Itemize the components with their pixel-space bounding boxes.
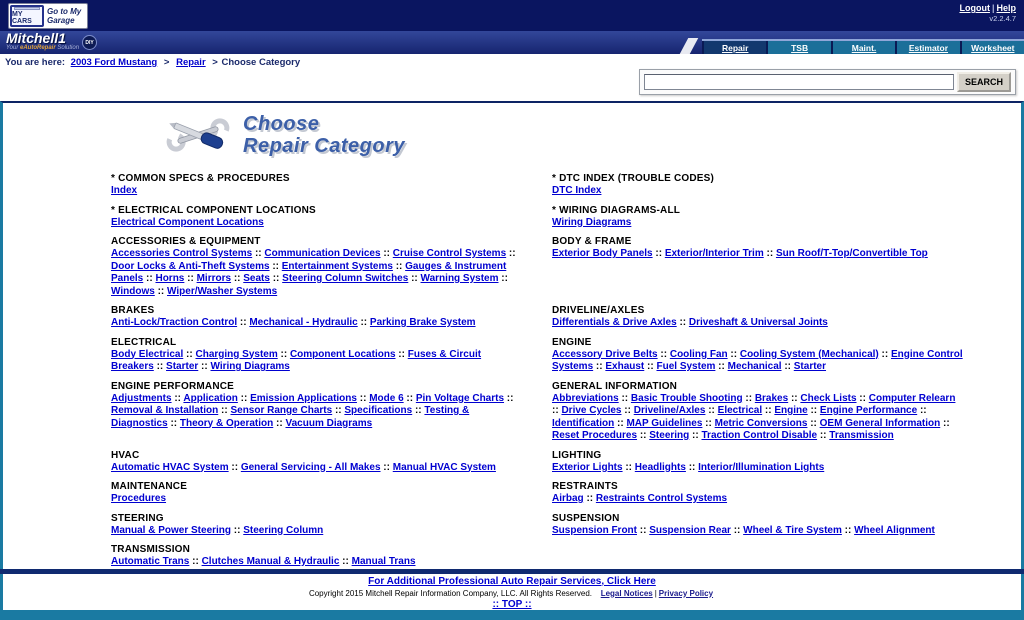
- category-link[interactable]: Theory & Operation: [179, 417, 274, 429]
- link-separator: ::: [940, 417, 950, 429]
- category-link[interactable]: Differentials & Drive Axles: [552, 317, 677, 328]
- category-title: BODY & FRAME: [552, 236, 632, 247]
- category-link[interactable]: Fuel System: [656, 361, 716, 372]
- link-divider: |: [991, 3, 995, 13]
- link-separator: ::: [269, 260, 282, 272]
- tagline-em: eAutoRepair: [20, 44, 56, 51]
- category-section: [552, 513, 963, 538]
- category-title: * COMMON SPECS & PROCEDURES: [111, 173, 290, 184]
- link-separator: ::: [198, 361, 211, 372]
- category-links: [111, 393, 522, 431]
- category-link[interactable]: Specifications: [344, 405, 413, 416]
- link-separator: ::: [637, 430, 650, 441]
- link-separator: ::: [742, 392, 755, 404]
- category-link[interactable]: Charging System: [195, 348, 278, 360]
- link-separator: ::: [231, 524, 244, 536]
- link-separator: ::: [498, 273, 508, 284]
- category-link[interactable]: Accessory Drive Belts: [552, 348, 658, 360]
- category-link[interactable]: Component Locations: [289, 348, 396, 360]
- category-title: BRAKES: [111, 305, 155, 316]
- mitchell1-logo: [6, 29, 97, 53]
- category-section: [111, 173, 522, 198]
- category-link[interactable]: Emission Applications: [250, 392, 357, 404]
- category-section: [552, 173, 963, 198]
- category-title: ACCESSORIES & EQUIPMENT: [111, 236, 261, 247]
- link-separator: ::: [689, 430, 702, 441]
- category-link[interactable]: Identification: [552, 417, 615, 429]
- link-separator: ::: [593, 361, 606, 372]
- category-link[interactable]: Cruise Control Systems: [392, 248, 507, 259]
- privacy-policy-link[interactable]: Privacy Policy: [658, 588, 714, 598]
- category-link[interactable]: Manual & Power Steering: [111, 524, 232, 536]
- version-label: v2.2.4.7: [989, 14, 1016, 23]
- link-separator: ::: [685, 461, 699, 473]
- category-links: [111, 349, 522, 374]
- category-link[interactable]: Steering: [649, 430, 690, 441]
- category-title: STEERING: [111, 512, 164, 524]
- link-separator: ::: [408, 273, 421, 284]
- category-link[interactable]: Metric Conversions: [714, 417, 808, 429]
- link-separator: ::: [705, 405, 718, 416]
- breadcrumb-prefix: You are here:: [5, 57, 66, 68]
- link-separator: ::: [273, 417, 286, 429]
- crossed-tools-icon: [163, 111, 233, 159]
- category-section: [111, 513, 522, 538]
- category-link[interactable]: DTC Index: [552, 185, 602, 196]
- category-link[interactable]: MAP Guidelines: [626, 417, 703, 429]
- category-title: * ELECTRICAL COMPONENT LOCATIONS: [111, 204, 316, 216]
- link-separator: ::: [218, 405, 231, 416]
- category-link[interactable]: Airbag: [552, 493, 584, 504]
- category-section: [552, 337, 963, 374]
- category-link[interactable]: Wheel & Tire System: [743, 524, 842, 536]
- category-section: [111, 381, 522, 443]
- search-button[interactable]: SEARCH: [957, 72, 1011, 92]
- link-separator: ::: [807, 417, 820, 429]
- category-link[interactable]: Reset Procedures: [552, 430, 638, 441]
- category-link[interactable]: Application: [183, 392, 238, 404]
- category-link[interactable]: Drive Cycles: [561, 405, 622, 416]
- link-separator: ::: [917, 405, 927, 416]
- link-separator: ::: [618, 392, 631, 404]
- top-bar: [0, 0, 1024, 31]
- category-link[interactable]: Restraints Control Systems: [595, 493, 728, 504]
- category-grid: [3, 165, 1021, 569]
- category-links: [111, 248, 522, 298]
- header-zone: [0, 54, 1024, 101]
- category-title: GENERAL INFORMATION: [552, 380, 678, 392]
- category-link[interactable]: Mode 6: [369, 392, 404, 404]
- category-link[interactable]: Electrical Component Locations: [111, 216, 264, 228]
- link-separator: ::: [154, 285, 168, 297]
- category-link[interactable]: Communication Devices: [264, 248, 381, 259]
- category-section: [111, 337, 522, 374]
- link-separator: ::: [228, 461, 241, 473]
- category-link[interactable]: Cooling System (Mechanical): [739, 348, 879, 360]
- category-links: [552, 317, 963, 330]
- link-separator: ::: [652, 248, 665, 259]
- link-separator: ::: [380, 461, 393, 473]
- link-separator: ::: [183, 348, 196, 360]
- category-title: LIGHTING: [552, 449, 602, 461]
- tab-estimator[interactable]: Estimator: [895, 41, 959, 54]
- link-separator: ::: [412, 405, 425, 416]
- category-link[interactable]: Interior/Illumination Lights: [698, 461, 825, 473]
- link-separator: ::: [506, 248, 516, 259]
- category-link[interactable]: Suspension Front: [552, 524, 637, 536]
- category-section: [111, 481, 522, 506]
- link-separator: ::: [357, 317, 370, 328]
- category-link[interactable]: Exterior Body Panels: [552, 248, 653, 259]
- category-links: [552, 185, 963, 198]
- link-separator: ::: [184, 273, 197, 284]
- category-title: ENGINE: [552, 336, 592, 348]
- link-separator: ::: [657, 348, 670, 360]
- link-separator: ::: [277, 348, 290, 360]
- link-separator: ::: [171, 392, 184, 404]
- category-link[interactable]: Manual HVAC System: [392, 461, 496, 473]
- link-separator: ::: [730, 524, 744, 536]
- search-panel: [639, 69, 1016, 95]
- search-input[interactable]: [644, 74, 954, 90]
- category-link[interactable]: Engine: [774, 405, 808, 416]
- link-separator: ::: [356, 392, 370, 404]
- breadcrumb: [0, 54, 1024, 68]
- category-link[interactable]: Wiring Diagrams: [552, 216, 632, 228]
- category-link[interactable]: Entertainment Systems: [281, 260, 393, 272]
- category-link[interactable]: Adjustments: [111, 392, 172, 404]
- link-separator: ::: [269, 273, 283, 284]
- category-link[interactable]: Cooling Fan: [669, 348, 728, 360]
- category-title: RESTRAINTS: [552, 481, 618, 492]
- category-links: [552, 393, 963, 443]
- category-link[interactable]: Horns: [155, 273, 185, 284]
- link-separator: ::: [841, 524, 855, 536]
- category-link[interactable]: Sensor Range Charts: [230, 405, 333, 416]
- link-separator: ::: [788, 392, 801, 404]
- link-separator: ::: [237, 317, 250, 328]
- category-link[interactable]: Check Lists: [800, 392, 857, 404]
- category-link[interactable]: Electrical: [717, 405, 763, 416]
- diagonal-slash-decoration: [680, 38, 699, 54]
- category-link[interactable]: Door Locks & Anti-Theft Systems: [111, 260, 270, 272]
- category-link[interactable]: Mechanical: [727, 361, 782, 372]
- category-link[interactable]: Wheel Alignment: [854, 524, 935, 536]
- link-separator: ::: [252, 248, 265, 259]
- category-link[interactable]: Mechanical - Hydraulic: [249, 317, 358, 328]
- category-section: [111, 450, 522, 475]
- page-heading: [163, 111, 1021, 159]
- tab-repair[interactable]: Repair: [702, 41, 766, 54]
- category-link[interactable]: Warning System: [420, 273, 499, 284]
- category-link[interactable]: Index: [111, 185, 138, 196]
- link-separator: ::: [621, 405, 634, 416]
- category-section: [552, 450, 963, 475]
- plate-band: [14, 7, 40, 10]
- link-separator: ::: [817, 430, 830, 441]
- category-link[interactable]: Removal & Installation: [111, 405, 219, 416]
- category-link[interactable]: Driveshaft & Universal Joints: [688, 317, 828, 328]
- category-link[interactable]: Headlights: [634, 461, 686, 473]
- category-link[interactable]: Anti-Lock/Traction Control: [111, 317, 238, 328]
- logout-link[interactable]: Logout: [959, 3, 990, 13]
- link-separator: ::: [504, 392, 514, 404]
- link-separator: ::: [231, 273, 244, 284]
- logo-name: Mitchell1: [6, 29, 66, 46]
- link-separator: ::: [763, 248, 776, 259]
- category-link[interactable]: Testing & Diagnostics: [111, 405, 470, 429]
- category-link[interactable]: Starter: [793, 361, 827, 372]
- category-link[interactable]: Manual Trans: [351, 556, 416, 567]
- logo-bar: [0, 31, 1024, 54]
- category-title: DRIVELINE/AXLES: [552, 305, 645, 316]
- link-separator: ::: [403, 392, 416, 404]
- category-link[interactable]: Engine Performance: [819, 405, 918, 416]
- breadcrumb-separator: >: [212, 57, 218, 68]
- main-content: [0, 101, 1024, 569]
- go-to-my-garage-button[interactable]: [8, 3, 88, 29]
- category-section: [111, 205, 522, 230]
- category-title: SUSPENSION: [552, 512, 620, 524]
- tagline-pre: Your: [6, 44, 19, 51]
- category-link[interactable]: General Servicing - All Makes: [240, 461, 381, 473]
- footer-link-divider: |: [654, 588, 657, 598]
- category-link[interactable]: Exterior/Interior Trim: [664, 248, 764, 259]
- link-separator: ::: [637, 524, 650, 536]
- category-link[interactable]: Gauges & Instrument Panels: [111, 260, 507, 284]
- category-link[interactable]: Suspension Rear: [649, 524, 731, 536]
- category-link[interactable]: Parking Brake System: [369, 317, 476, 328]
- category-link[interactable]: Mirrors: [196, 273, 232, 284]
- copyright-text: Copyright 2015 Mitchell Repair Information Company, LLC. All Rights Reserved.: [308, 588, 593, 598]
- category-link[interactable]: Traction Control Disable: [701, 430, 818, 441]
- link-separator: ::: [781, 361, 794, 372]
- tab-worksheet[interactable]: Worksheet: [960, 41, 1024, 54]
- tab-tsb[interactable]: TSB: [766, 41, 830, 54]
- category-links: [552, 349, 963, 374]
- category-section: [552, 305, 963, 330]
- link-separator: ::: [644, 361, 657, 372]
- link-separator: ::: [702, 417, 715, 429]
- footer: [0, 574, 1024, 610]
- tab-bar: [702, 39, 1024, 54]
- additional-services-link[interactable]: For Additional Professional Auto Repair Services, Click Here: [368, 575, 656, 587]
- link-separator: ::: [380, 248, 393, 259]
- tagline-post: Solution: [57, 44, 80, 51]
- page-title-line2: Repair Category: [243, 135, 405, 157]
- logo-badge-icon: DIY: [82, 35, 97, 50]
- category-link[interactable]: Brakes: [754, 392, 789, 404]
- category-link[interactable]: Exterior Lights: [552, 461, 623, 473]
- link-separator: ::: [392, 260, 406, 272]
- category-link[interactable]: Wiper/Washer Systems: [167, 285, 278, 297]
- category-section: [111, 544, 522, 569]
- category-link[interactable]: Transmission: [829, 430, 894, 441]
- category-section: [111, 236, 522, 298]
- link-separator: ::: [727, 348, 740, 360]
- category-link[interactable]: Abbreviations: [552, 392, 619, 404]
- category-title: TRANSMISSION: [111, 544, 191, 555]
- logo-tagline: [6, 43, 79, 53]
- category-link[interactable]: Pin Voltage Charts: [415, 392, 505, 404]
- link-separator: ::: [676, 317, 689, 328]
- category-link[interactable]: Automatic HVAC System: [111, 461, 229, 473]
- category-title: * WIRING DIAGRAMS-ALL: [552, 204, 681, 216]
- breadcrumb-vehicle-link[interactable]: 2003 Ford Mustang: [70, 57, 158, 68]
- breadcrumb-current: Choose Category: [221, 57, 301, 68]
- category-links: [111, 317, 522, 330]
- link-separator: ::: [153, 361, 167, 372]
- category-section: [111, 305, 522, 330]
- category-links: [111, 217, 522, 230]
- category-section: [552, 381, 963, 443]
- category-link[interactable]: Exhaust: [605, 361, 645, 372]
- link-separator: ::: [143, 273, 156, 284]
- category-links: [111, 556, 522, 569]
- category-link[interactable]: Wiring Diagrams: [210, 361, 290, 372]
- category-link[interactable]: Starter: [166, 361, 199, 372]
- category-section: [552, 205, 963, 230]
- link-separator: ::: [614, 417, 627, 429]
- link-separator: ::: [237, 392, 251, 404]
- link-separator: ::: [856, 392, 869, 404]
- link-separator: ::: [878, 348, 891, 360]
- link-separator: ::: [552, 405, 562, 416]
- session-area: [959, 3, 1016, 24]
- category-title: MAINTENANCE: [111, 481, 188, 492]
- license-plate-icon: [10, 5, 44, 27]
- category-empty-cell: [552, 544, 963, 569]
- breadcrumb-repair-link[interactable]: Repair: [176, 57, 206, 68]
- link-separator: ::: [715, 361, 728, 372]
- my-cars-label: MY CARS: [12, 11, 32, 25]
- garage-caption: Go to My Garage: [47, 7, 82, 25]
- category-links: [552, 525, 963, 538]
- tab-maint[interactable]: Maint.: [831, 41, 895, 54]
- category-link[interactable]: Fuses & Circuit Breakers: [111, 348, 482, 372]
- category-links: [111, 525, 522, 538]
- category-link[interactable]: Driveline/Axles: [633, 405, 706, 416]
- category-link[interactable]: Engine Control Systems: [552, 348, 963, 372]
- category-links: [111, 462, 522, 475]
- link-separator: ::: [332, 405, 345, 416]
- category-title: * DTC INDEX (TROUBLE CODES): [552, 173, 715, 184]
- legal-notices-link[interactable]: Legal Notices: [600, 588, 653, 598]
- link-separator: ::: [807, 405, 820, 416]
- category-links: [552, 462, 963, 475]
- category-link[interactable]: OEM General Information: [819, 417, 941, 429]
- back-to-top-link[interactable]: :: TOP ::: [492, 598, 532, 610]
- category-title: ELECTRICAL: [111, 336, 177, 348]
- link-separator: ::: [395, 348, 408, 360]
- link-separator: ::: [583, 493, 596, 504]
- category-link[interactable]: Body Electrical: [111, 348, 184, 360]
- category-link[interactable]: Steering Column: [243, 524, 324, 536]
- category-link[interactable]: Steering Column Switches: [282, 273, 409, 284]
- category-link[interactable]: Seats: [243, 273, 270, 284]
- link-separator: ::: [622, 461, 635, 473]
- help-link[interactable]: Help: [996, 3, 1016, 13]
- category-title: HVAC: [111, 449, 140, 461]
- category-link[interactable]: Automatic Trans: [111, 556, 190, 567]
- category-link[interactable]: Clutches Manual & Hydraulic: [201, 556, 340, 567]
- category-title: ENGINE PERFORMANCE: [111, 380, 235, 392]
- category-section: [552, 236, 963, 298]
- category-link[interactable]: Windows: [111, 285, 155, 297]
- category-link[interactable]: Procedures: [111, 493, 167, 504]
- link-separator: ::: [167, 417, 180, 429]
- category-links: [552, 217, 963, 230]
- category-link[interactable]: Accessories Control Systems: [111, 248, 253, 259]
- link-separator: ::: [762, 405, 775, 416]
- category-links: [552, 493, 963, 506]
- category-links: [111, 493, 522, 506]
- category-section: [552, 481, 963, 506]
- category-links: [552, 248, 963, 261]
- category-links: [111, 185, 522, 198]
- link-separator: ::: [339, 556, 352, 567]
- page-title-line1: Choose: [243, 113, 320, 135]
- link-separator: ::: [189, 556, 202, 567]
- bottom-teal-bar: [0, 610, 1024, 620]
- category-link[interactable]: Computer Relearn: [868, 392, 956, 404]
- category-link[interactable]: Basic Trouble Shooting: [630, 392, 743, 404]
- category-link[interactable]: Sun Roof/T-Top/Convertible Top: [775, 248, 928, 259]
- category-link[interactable]: Vacuum Diagrams: [285, 417, 373, 429]
- breadcrumb-separator: >: [163, 57, 170, 68]
